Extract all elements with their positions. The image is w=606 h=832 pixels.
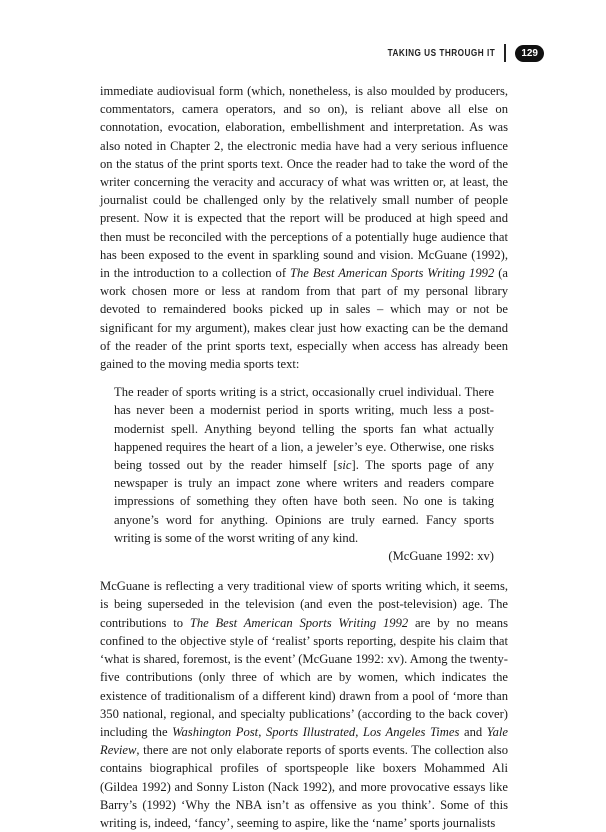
page-body bbox=[100, 82, 508, 832]
block-quote bbox=[114, 383, 494, 565]
paragraph-1 bbox=[100, 82, 508, 373]
paragraph-1-text-a: immediate audiovisual form (which, nonetheless, is also moulded by producers, commentators, camera operators, and so on), is reliant above all else on connotation, evocation, elaboration, embellishment and interpretation. As was also noted in Chapter 2, the electronic media have had a very serious influence on the status of the print sports text. Once the reader had to take the word of the writer concerning the veracity and accuracy of what was written or, at least, the journalist could be challenged only by the relatively small number of people present. Now it is expected that the report will be produced at high speed and then must be reconciled with the perceptions of a potentially huge audience that has been exposed to the event in sparkling sound and vision. McGuane (1992), in the introduction to a collection of bbox=[100, 84, 508, 281]
publication-sports-illustrated: Sports Illustrated bbox=[265, 724, 356, 739]
publication-yale-review: Yale Review bbox=[100, 724, 509, 758]
running-title: TAKING US THROUGH IT bbox=[387, 47, 496, 59]
quote-sic: sic bbox=[337, 458, 352, 473]
publication-la-times: Los Angeles Times bbox=[362, 724, 460, 739]
paragraph-2-text-a: McGuane is reflecting a very traditional view of sports writing which, it seems, is being superseded in the television (and even the post-television) age. The contributions to bbox=[100, 579, 508, 630]
book-title: The Best American Sports Writing 1992 bbox=[289, 266, 495, 281]
header-divider bbox=[504, 44, 506, 62]
paragraph-2 bbox=[100, 577, 508, 832]
publication-washington-post: Washington Post bbox=[172, 724, 259, 739]
page-number: 129 bbox=[515, 45, 544, 62]
separator: , bbox=[258, 724, 266, 739]
book-title-2: The Best American Sports Writing 1992 bbox=[189, 615, 409, 630]
page-header bbox=[364, 44, 544, 62]
separator: and bbox=[459, 724, 487, 739]
quote-citation: (McGuane 1992: xv) bbox=[388, 549, 494, 564]
paragraph-1-text-b: (a work chosen more or less at random from that part of my personal library devoted to remaindered books picked up in sales – which may or not be significant for my argument), makes clear just how exacting can be the demand of the reader of the print sports text, especially when access has already been gained to the moving media sports text: bbox=[100, 266, 508, 372]
quote-text-b: ]. The sports page of any newspaper is truly an impact zone where writers and readers compare impressions of something they often have both seen. No one is taking anyone’s word for anything. Opinions are truly earned. Fancy sports writing is some of the worst writing of any kind. bbox=[114, 458, 494, 545]
separator: , bbox=[355, 724, 363, 739]
paragraph-2-text-d: , there are not only elaborate reports of sports events. The collection also contains biographical profiles of sportspeople like boxers Mohammed Ali (Gildea 1992) and Sonny Liston (Nack 1992), and more provocative essays like Barry’s (1992) ‘Why the NBA isn’t as offensive as you think’. Some of this writing is, indeed, ‘fancy’, seeming to aspire, like the ‘name’ sports journalists bbox=[100, 743, 508, 830]
quote-text-a: The reader of sports writing is a strict, occasionally cruel individual. There has never been a modernist period in sports writing, much less a post-modernist spell. Anything beyond telling the sports fan what actually happened requires the heart of a lion, a jeweler’s eye. Otherwise, one risks being tossed out by the reader himself [ bbox=[114, 385, 494, 473]
paragraph-2-text-b: are by no means confined to the objective style of ‘realist’ sports reporting, despite his claim that ‘what is shared, foremost, is the event’ (McGuane 1992: xv). Among the twenty-five contributions (only three of which are by women, which indicates the existence of traditionalism of a different kind) drawn from a pool of ‘more than 350 national, regional, and specialty publications’ (according to the back cover) including the bbox=[100, 615, 509, 739]
